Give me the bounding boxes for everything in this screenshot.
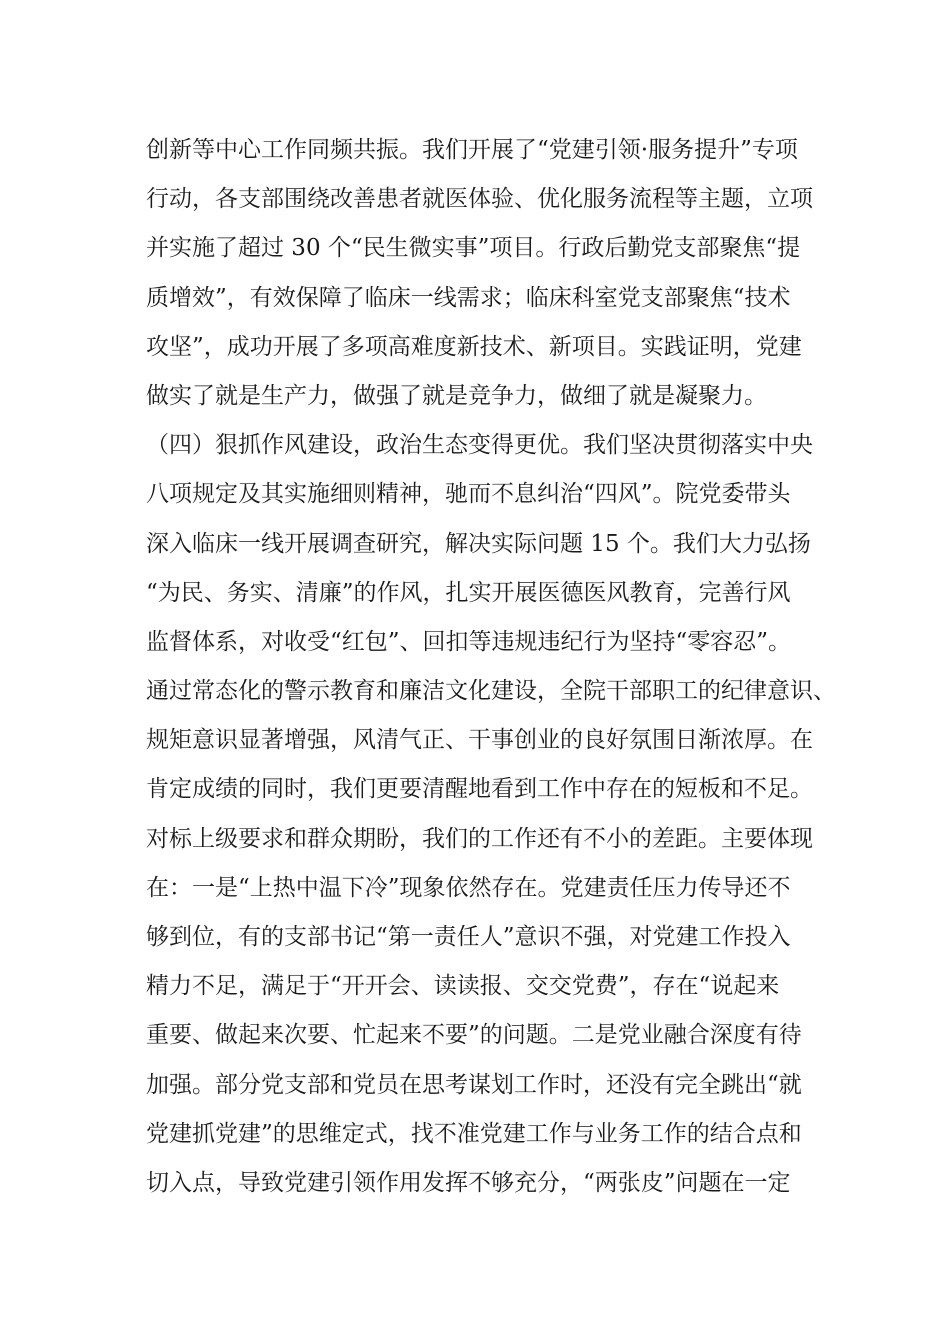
text-line-13: 规矩意识显著增强，风清气正、干事创业的良好氛围日渐浓厚。在	[146, 727, 813, 754]
text-line-6: 做实了就是生产力，做强了就是竞争力，做细了就是凝聚力。	[146, 382, 767, 409]
text-line-20: 加强。部分党支部和党员在思考谋划工作时，还没有完全跳出“就	[146, 1071, 802, 1098]
text-line-17: 够到位，有的支部书记“第一责任人”意识不强，对党建工作投入	[146, 924, 791, 950]
body-text	[146, 126, 836, 1208]
text-line-3: 并实施了超过 30 个“民生微实事”项目。行政后勤党支部聚焦“提	[146, 235, 801, 262]
text-line-9: 深入临床一线开展调查研究，解决实际问题 15 个。我们大力弘扬	[146, 530, 811, 557]
text-line-4: 质增效”，有效保障了临床一线需求；临床科室党支部聚焦“技术	[146, 284, 791, 311]
text-line-8: 八项规定及其实施细则精神，驰而不息纠治“四风”。院党委带头	[146, 481, 791, 508]
text-line-15: 对标上级要求和群众期盼，我们的工作还有不小的差距。主要体现	[146, 825, 813, 852]
text-line-19: 重要、做起来次要、忙起来不要”的问题。二是党业融合深度有待	[146, 1022, 802, 1049]
text-line-2: 行动，各支部围绕改善患者就医体验、优化服务流程等主题，立项	[146, 186, 813, 213]
text-line-5: 攻坚”，成功开展了多项高难度新技术、新项目。实践证明，党建	[146, 333, 802, 360]
text-line-14: 肯定成绩的同时，我们更要清醒地看到工作中存在的短板和不足。	[146, 776, 813, 803]
text-line-22: 切入点，导致党建引领作用发挥不够充分，“两张皮”问题在一定	[146, 1169, 791, 1196]
text-line-21: 党建抓党建”的思维定式，找不准党建工作与业务工作的结合点和	[146, 1120, 802, 1147]
text-line-11: 监督体系，对收受“红包”、回扣等违规违纪行为坚持“零容忍”。	[146, 628, 792, 655]
text-line-1: 创新等中心工作同频共振。我们开展了“党建引领·服务提升”专项	[146, 137, 798, 163]
text-line-10: “为民、务实、清廉”的作风，扎实开展医德医风教育，完善行风	[146, 579, 791, 606]
section-heading-line: （四）狠抓作风建设，政治生态变得更优。我们坚决贯彻落实中央	[146, 432, 813, 459]
text-line-16: 在：一是“上热中温下冷”现象依然存在。党建责任压力传导还不	[146, 874, 791, 901]
text-line-12: 通过常态化的警示教育和廉洁文化建设，全院干部职工的纪律意识、	[146, 678, 836, 705]
text-line-18: 精力不足，满足于“开开会、读读报、交交党费”，存在“说起来	[146, 973, 780, 1000]
